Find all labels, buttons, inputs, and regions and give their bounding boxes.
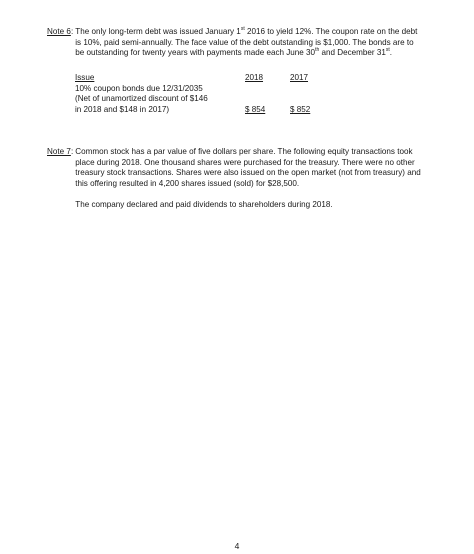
note-6-line: is 10%, paid semi-annually. The face value of the debt outstanding is $1,000. The bonds are to [75, 37, 414, 47]
note-6-line: The only long-term debt was issued January 1st 2016 to yield 12%. The coupon rate on the debt [75, 25, 418, 36]
note-7-text [75, 147, 427, 211]
value-2018-cell: $ 854 [245, 104, 266, 114]
note-7: Note 7 : Common stock has a par value of five dollars per share. The following equity transactions took place during 2018. One thousand shares were purchased for the treasury. There were no other treasury stock transactions. Shares were also issued on the open market (not from treasury) and this offering resulted in 4,200 shares issued (sold) for $28,500. The company declared and paid dividends to shareholders during 2018. [47, 147, 427, 211]
note-6-label: Note 6 [47, 27, 71, 36]
note-6: Note 6 : The only long-term debt was issued January 1st 2016 to yield 12%. The coupon rate on the debt is 10%, paid semi-annually. The face value of the debt outstanding is $1,000. The bonds are to be outstanding for twenty years with payments made each June 30th and December 31st. [47, 27, 427, 59]
note-7-dividends-paragraph: The company declared and paid dividends to shareholders during 2018. [75, 199, 333, 209]
table-row [75, 94, 335, 105]
note-7-line: Common stock has a par value of five dollars per share. The following equity transactions took [75, 147, 413, 156]
table-header-row [75, 73, 335, 84]
value-2017-cell: $ 852 [290, 104, 311, 114]
note-7-label: Note 7 [47, 147, 71, 156]
note-7-line: this offering resulted in 4,200 shares issued (sold) for $28,500. [75, 178, 300, 188]
year-2018-column-header: 2018 [245, 73, 264, 82]
page-number: 4 [234, 541, 240, 551]
table-row [75, 105, 335, 116]
issue-column-header: Issue [75, 73, 95, 82]
debt-table [75, 73, 335, 115]
issue-cell: (Net of unamortized discount of $146 [75, 94, 208, 104]
issue-cell: 10% coupon bonds due 12/31/2035 [75, 83, 203, 93]
note-6-text [75, 27, 427, 59]
issue-cell: in 2018 and $148 in 2017) [75, 104, 170, 114]
note-6-line: be outstanding for twenty years with payments made each June 30th and December 31st. [75, 47, 392, 58]
note-7-line: treasury stock transactions. Shares were also issued on the open market (not from treasury) and [75, 168, 421, 178]
table-row [75, 84, 335, 95]
year-2017-column-header: 2017 [290, 73, 309, 82]
note-7-line: place during 2018. One thousand shares were purchased for the treasury. There were no other [75, 157, 415, 167]
